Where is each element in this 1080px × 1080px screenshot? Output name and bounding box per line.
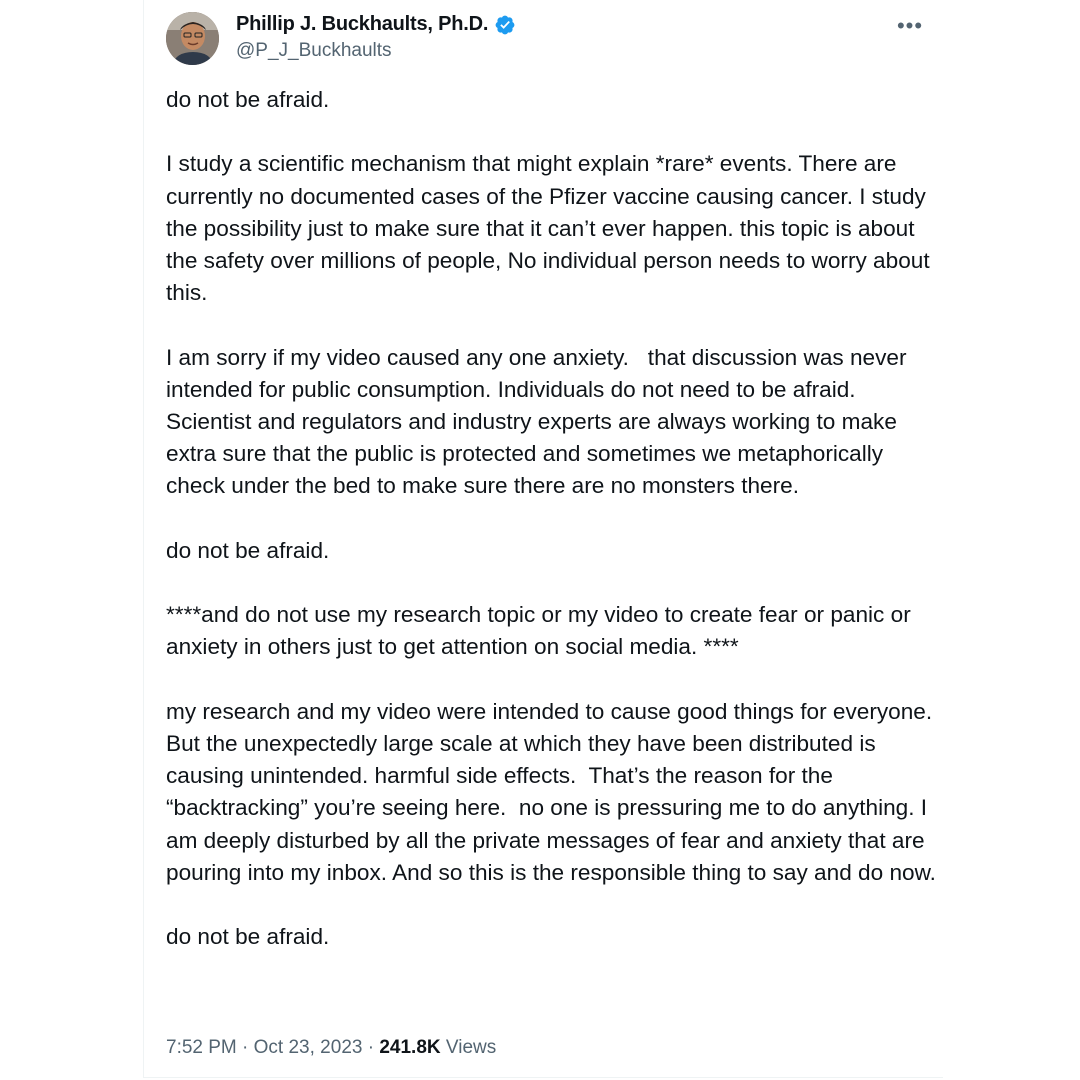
tweet-paragraph: do not be afraid. — [166, 87, 330, 112]
display-name[interactable]: Phillip J. Buckhaults, Ph.D. — [236, 13, 489, 35]
tweet-paragraph: I study a scientific mechanism that might explain *rare* events. There are currently no documented cases of the Pfizer vaccine causing cancer. I study the possibility just to make sure that it can’t ever happen. this topic is about the safety over millions of people, No individual person needs to worry about this. — [166, 151, 936, 306]
author-handle[interactable]: @P_J_Buckhaults — [236, 40, 392, 61]
tweet-paragraph: do not be afraid. — [166, 924, 330, 950]
meta-separator: · — [362, 1037, 380, 1058]
verified-badge-icon[interactable] — [494, 14, 516, 36]
tweet-date[interactable]: Oct 23, 2023 — [253, 1037, 363, 1058]
tweet-paragraph: my research and my video were intended to cause good things for everyone. But the unexpectedly large scale at which they have been distributed is causing unintended. harmful side effects. That’s the reason for the “backtracking” you’re seeing here. no one is pressuring me to do anything. I am deeply disturbed by all the private messages of fear and anxiety that are pouring into my inbox. And so this is the responsible thing to say and do now. — [166, 698, 939, 885]
avatar[interactable] — [166, 12, 219, 65]
tweet-time[interactable]: 7:52 PM — [166, 1037, 237, 1058]
tweet-meta — [166, 1037, 496, 1059]
tweet-card — [143, 0, 943, 1078]
tweet-text — [166, 84, 939, 953]
views-label: Views — [445, 1037, 497, 1058]
tweet-paragraph: ****and do not use my research topic or my video to create fear or panic or anxiety in others just to get attention on social media. **** — [166, 602, 918, 660]
meta-separator: · — [236, 1037, 254, 1058]
tweet-header — [166, 12, 926, 66]
views-count: 241.8K — [379, 1037, 441, 1058]
ellipsis-icon: ••• — [896, 13, 924, 38]
tweet-paragraph: do not be afraid. — [166, 537, 330, 563]
profile-photo-icon — [166, 12, 219, 65]
tweet-paragraph: I am sorry if my video caused any one anxiety. that discussion was never intended for public consumption. Individuals do not need to be afraid. Scientist and regulators and industry experts are always working to make extra sure that the public is protected and sometimes we metaphorically check under the bed to make sure there are no monsters there. — [166, 344, 913, 499]
author-names — [236, 13, 516, 62]
display-name-row — [236, 13, 516, 36]
more-options-button[interactable] — [894, 14, 926, 38]
